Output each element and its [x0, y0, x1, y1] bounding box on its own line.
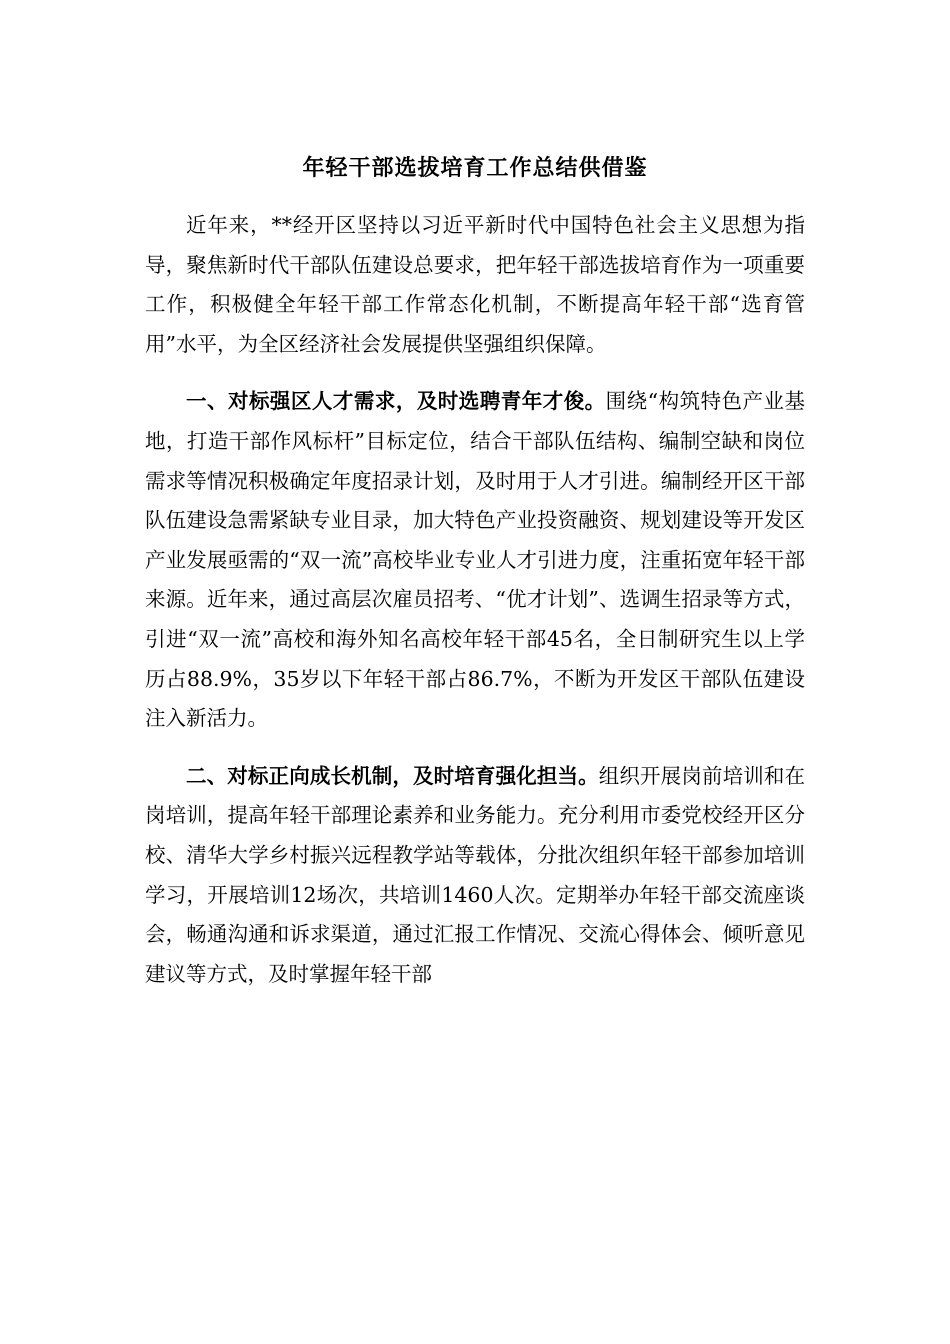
document-title: 年轻干部选拔培育工作总结供借鉴 [302, 155, 648, 181]
section-1-heading: 一、对标强区人才需求，及时选聘青年才俊。 [186, 389, 606, 414]
paragraph-section-1 [145, 382, 805, 738]
section-2-text: 组织开展岗前培训和在岗培训，提高年轻干部理论素养和业务能力。充分利用市委党校经开区分校、清华大学乡村振兴远程教学站等载体，分批次组织年轻干部参加培训学习，开展培训12场次，共培训1460人次。定期举办年轻干部交流座谈会，畅通沟通和诉求渠道，通过汇报工作情况、交流心得体会、倾听意见建议等方式，及时掌握年轻干部 [145, 763, 806, 986]
section-2-heading: 二、对标正向成长机制，及时培育强化担当。 [186, 763, 599, 788]
paragraph-intro-text: 近年来，**经开区坚持以习近平新时代中国特色社会主义思想为指导，聚焦新时代干部队伍建设总要求，把年轻干部选拔培育作为一项重要工作，积极健全年轻干部工作常态化机制，不断提高年轻干部“选育管用”水平，为全区经济社会发展提供坚强组织保障。 [145, 213, 805, 356]
section-1-text: 围绕“构筑特色产业基地，打造干部作风标杆”目标定位，结合干部队伍结构、编制空缺和岗位需求等情况积极确定年度招录计划，及时用于人才引进。编制经开区干部队伍建设急需紧缺专业目录，加大特色产业投资融资、规划建设等开发区产业发展亟需的“双一流”高校毕业专业人才引进力度，注重拓宽年轻干部来源。近年来，通过高层次雇员招考、“优才计划”、选调生招录等方式，引进“双一流”高校和海外知名高校年轻干部45名，全日制研究生以上学历占88.9%，35岁以下年轻干部占86.7%，不断为开发区干部队伍建设注入新活力。 [145, 389, 806, 731]
paragraph-section-2 [145, 757, 805, 995]
paragraph-intro [145, 206, 805, 364]
document-body [145, 206, 805, 994]
